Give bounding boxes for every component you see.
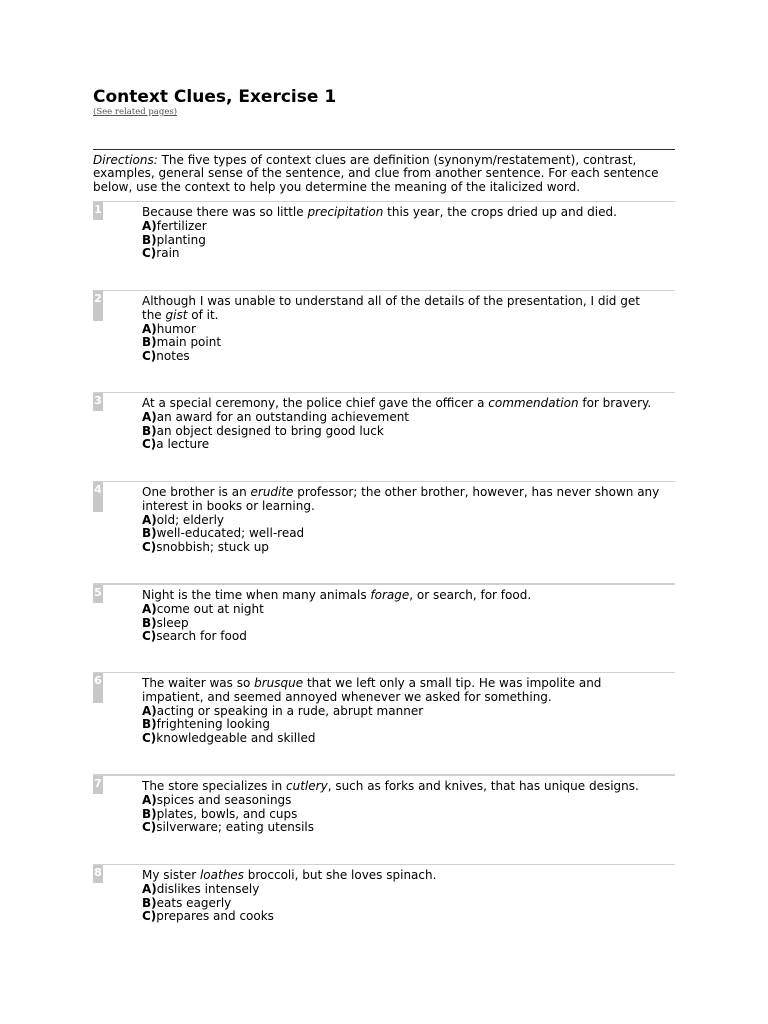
italicized-word: cutlery	[286, 779, 328, 793]
answer-option-a[interactable]: A)come out at night	[142, 601, 264, 616]
answer-option-c[interactable]: C)snobbish; stuck up	[142, 540, 269, 555]
question-stem: The waiter was so brusque that we left only a small tip. He was impolite and impatient, and seemed annoyed whenever we asked for something.	[142, 676, 602, 704]
answer-option-a[interactable]: A)spices and seasonings	[142, 792, 292, 807]
answer-option-b[interactable]: B)sleep	[142, 615, 189, 630]
answer-option-a[interactable]: A)humor	[142, 321, 196, 336]
answer-option-b[interactable]: B)main point	[142, 335, 222, 350]
answer-option-b[interactable]: B)eats eagerly	[142, 895, 232, 910]
question-stem: At a special ceremony, the police chief gave the officer a commendation for bravery.	[142, 396, 652, 410]
question-number-badge: 7	[93, 776, 103, 794]
italicized-word: brusque	[254, 676, 304, 690]
question-stem: One brother is an erudite professor; the other brother, however, has never shown any interest in books or learning.	[142, 485, 660, 513]
answer-option-c[interactable]: C)a lecture	[142, 437, 210, 452]
question-stem: My sister loathes broccoli, but she loves spinach.	[142, 868, 437, 882]
question-number-badge: 1	[93, 202, 103, 220]
answer-option-c[interactable]: C)knowledgeable and skilled	[142, 731, 316, 746]
question-number-badge: 3	[93, 393, 103, 411]
question-item	[93, 201, 675, 261]
related-pages-link[interactable]: (See related pages)	[93, 107, 178, 117]
question-body	[142, 295, 662, 364]
answer-option-b[interactable]: B)well-educated; well-read	[142, 526, 305, 541]
answer-option-c[interactable]: C)rain	[142, 246, 180, 261]
directions-block	[93, 154, 675, 194]
question-item	[93, 583, 675, 644]
question-stem: Because there was so little precipitation this year, the crops dried up and died.	[142, 205, 617, 219]
question-body	[142, 869, 662, 924]
question-item	[93, 864, 675, 924]
answer-option-c[interactable]: C)search for food	[142, 629, 247, 644]
question-stem: Night is the time when many animals forage, or search, for food.	[142, 588, 532, 602]
directions-text: The five types of context clues are definition (synonym/restatement), contrast, examples, general sense of the sentence, and clue from another sentence. For each sentence below, use the context to help you determine the meaning of the italicized word.	[93, 153, 659, 194]
answer-option-c[interactable]: C)silverware; eating utensils	[142, 820, 314, 835]
italicized-word: forage	[370, 588, 410, 602]
answer-option-a[interactable]: A)an award for an outstanding achievement	[142, 409, 410, 424]
question-body	[142, 677, 662, 746]
answer-option-b[interactable]: B)an object designed to bring good luck	[142, 423, 384, 438]
question-stem: Although I was unable to understand all of the details of the presentation, I did get the gist of it.	[142, 294, 640, 322]
answer-option-c[interactable]: C)notes	[142, 349, 190, 364]
answer-option-a[interactable]: A)dislikes intensely	[142, 881, 260, 896]
header-divider	[93, 149, 675, 150]
answer-option-a[interactable]: A)fertilizer	[142, 218, 207, 233]
question-body	[142, 486, 662, 555]
question-item	[93, 774, 675, 835]
page-title: Context Clues, Exercise 1	[93, 87, 337, 107]
question-body	[142, 589, 662, 644]
question-item	[93, 481, 675, 555]
question-item	[93, 290, 675, 364]
answer-option-c[interactable]: C)prepares and cooks	[142, 909, 274, 924]
question-item	[93, 672, 675, 746]
question-body	[142, 780, 662, 835]
italicized-word: gist	[165, 307, 188, 322]
italicized-word: loathes	[199, 868, 244, 882]
italicized-word: erudite	[250, 485, 294, 499]
italicized-word: precipitation	[307, 205, 384, 219]
question-body	[142, 206, 662, 261]
question-number-badge: 4	[93, 482, 103, 512]
answer-option-b[interactable]: B)frightening looking	[142, 717, 270, 732]
question-stem: The store specializes in cutlery, such as forks and knives, that has unique designs.	[142, 779, 639, 793]
directions-label: Directions:	[93, 153, 158, 167]
answer-option-b[interactable]: B)planting	[142, 232, 206, 247]
question-number-badge: 5	[93, 585, 103, 603]
question-number-badge: 6	[93, 673, 103, 703]
italicized-word: commendation	[488, 396, 579, 410]
answer-option-a[interactable]: A)acting or speaking in a rude, abrupt manner	[142, 703, 424, 718]
question-body	[142, 397, 662, 452]
answer-option-b[interactable]: B)plates, bowls, and cups	[142, 806, 298, 821]
question-item	[93, 392, 675, 452]
answer-option-a[interactable]: A)old; elderly	[142, 512, 225, 527]
question-number-badge: 2	[93, 291, 103, 321]
question-number-badge: 8	[93, 865, 103, 883]
